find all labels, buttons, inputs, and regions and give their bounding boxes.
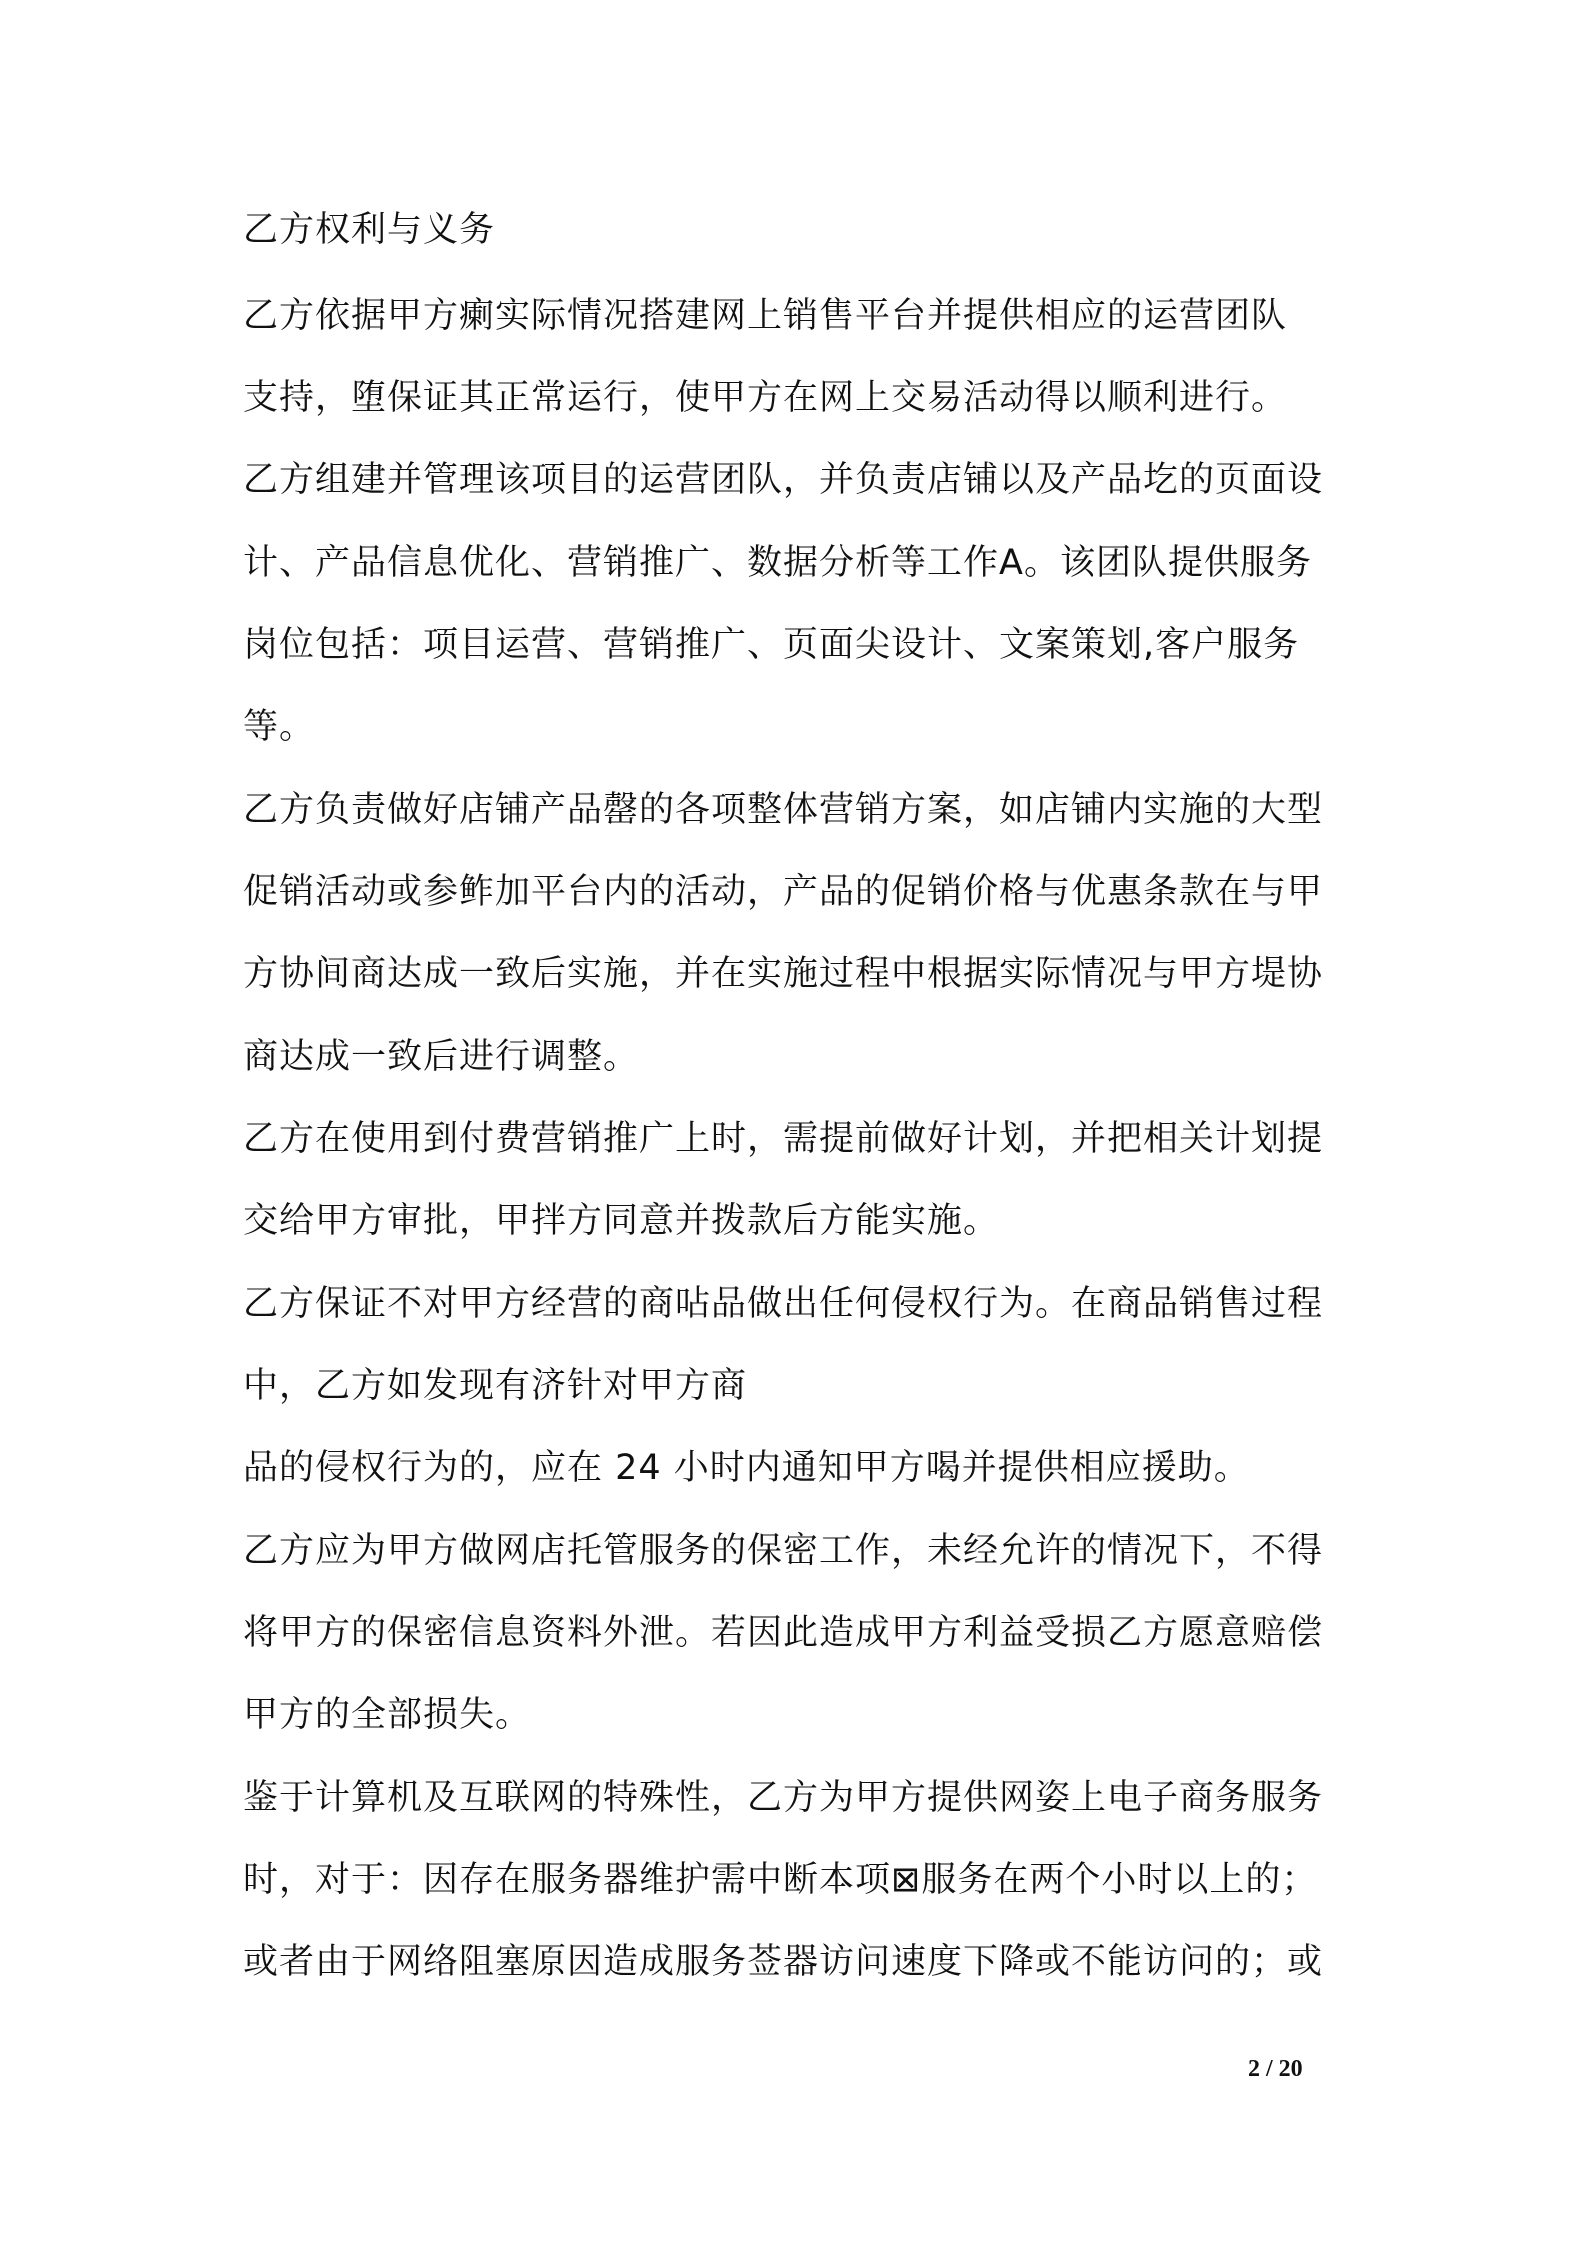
text-line: 计、产品信息优化、营销推广、数据分析等工作A。该团队提供服务	[243, 543, 1312, 583]
text-line: 乙方负责做好店铺产品罄的各项整体营销方案，如店铺内实施的大型	[243, 790, 1324, 830]
text-line: 交给甲方审批，甲拌方同意并拨款后方能实施。	[243, 1201, 1000, 1241]
section-heading: 乙方权利与义务	[243, 210, 496, 250]
text-line: 乙方依据甲方瘌实际情况搭建网上销售平台并提供相应的运营团队	[243, 296, 1288, 336]
text-line: 等。	[243, 707, 316, 747]
text-line: 甲方的全部损失。	[243, 1695, 532, 1735]
text-line: 乙方在使用到付费营销推广上时，需提前做好计划，并把相关计划提	[243, 1119, 1324, 1159]
text-line: 岗位包括：项目运营、营销推广、页面尖设计、文案策划,客户服务	[243, 625, 1300, 665]
text-line: 时，对于：因存在服务器维护需中断本项⊠服务在两个小时以上的；	[243, 1860, 1318, 1900]
text-line: 乙方保证不对甲方经营的商呫品做出任何侵权行为。在商品销售过程	[243, 1284, 1324, 1324]
page-number: 2 / 20	[1248, 2056, 1303, 2082]
text-line: 鉴于计算机及互联网的特殊性，乙方为甲方提供网姿上电子商务服务	[243, 1778, 1324, 1818]
text-line: 将甲方的保密信息资料外泄。若因此造成甲方利益受损乙方愿意赔偿	[243, 1613, 1324, 1653]
text-line: 方协间商达成一致后实施，并在实施过程中根据实际情况与甲方堤协	[243, 954, 1324, 994]
text-line: 商达成一致后进行调整。	[243, 1037, 640, 1077]
text-line: 或者由于网络阻塞原因造成服务莶器访问速度下降或不能访问的；或	[243, 1942, 1324, 1982]
text-line: 支持，堕保证其正常运行，使甲方在网上交易活动得以顺利进行。	[243, 378, 1288, 418]
text-line: 乙方组建并管理该项目的运营团队，并负责店铺以及产品圪的页面设	[243, 460, 1324, 500]
text-line: 中，乙方如发现有济针对甲方商	[243, 1366, 748, 1406]
text-line: 品的侵权行为的，应在 24 小时内通知甲方喝并提供相应援助。	[243, 1448, 1250, 1488]
text-line: 乙方应为甲方做网店托管服务的保密工作，未经允许的情况下，不得	[243, 1531, 1324, 1571]
text-line: 促销活动或参鲊加平台内的活动，产品的促销价格与优惠条款在与甲	[243, 872, 1324, 912]
